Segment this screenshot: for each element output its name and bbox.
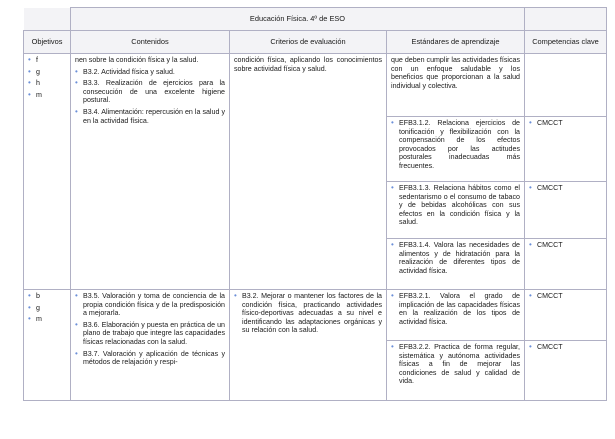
competencia-block	[525, 341, 606, 357]
estandar-item: • EFB3.1.3. Relaciona hábitos como el sedentarismo o el consumo de tabaco y de bebidas alcohólicas con sus efectos en la condición física y la salud.	[391, 184, 520, 227]
competencia-block	[525, 239, 606, 287]
competencia-block	[525, 117, 606, 182]
objetivos-cell	[24, 54, 71, 290]
objetivo-item: • g	[28, 304, 66, 313]
header-contenidos: Contenidos	[71, 31, 230, 54]
estandar-block	[387, 117, 524, 182]
contenidos-cell	[71, 54, 230, 290]
competencia-item: • CMCCT	[529, 241, 602, 250]
header-corner	[24, 8, 71, 31]
competencia-block	[525, 290, 606, 341]
contenido-item: • B3.2. Actividad física y salud.	[75, 68, 225, 77]
estandar-item: que deben cumplir las actividades físicas con un enfoque saludable y los beneficios que proporcionan a la salud individual y colectiva.	[387, 54, 524, 117]
estandar-block	[387, 182, 524, 239]
estandares-cell	[387, 54, 525, 290]
competencia-item: • CMCCT	[529, 184, 602, 193]
contenido-continuation: nen sobre la condición física y la salud.	[75, 56, 199, 64]
contenido-item: • B3.4. Alimentación: repercusión en la salud y en la actividad física.	[75, 108, 225, 125]
estandar-item: • EFB3.1.4. Valora las necesidades de alimentos y de hidratación para la realización de diferentes tipos de actividad física.	[391, 241, 520, 275]
estandar-item: • EFB3.2.2. Practica de forma regular, sistemática y autónoma actividades físicas a fin de mejorar las condiciones de salud y calidad de vida.	[391, 343, 520, 386]
table-title: Educación Física. 4º de ESO	[71, 8, 525, 31]
estandar-block	[387, 239, 524, 287]
contenido-item: • B3.7. Valoración y aplicación de técnicas y métodos de relajación y respi-	[75, 350, 225, 367]
estandar-block	[387, 341, 524, 391]
objetivo-item: • b	[28, 292, 66, 301]
estandar-block	[387, 290, 524, 341]
curriculum-table	[23, 7, 607, 401]
competencia-item: • CMCCT	[529, 343, 602, 352]
criterio-text: • B3.2. Mejorar o mantener los factores de la condición física, practicando actividades físico-deportivas adecuadas a su nivel e identificando las adaptaciones orgánicas y su relación con la salud.	[234, 292, 382, 335]
contenido-item: • B3.6. Elaboración y puesta en práctica de un plano de trabajo que integre las capacidades físicas relacionadas con la salud.	[75, 321, 225, 347]
estandares-cell	[387, 290, 525, 401]
objetivo-item: • m	[28, 315, 66, 324]
table-row	[24, 54, 607, 290]
criterio-cell	[230, 54, 387, 290]
contenido-item: • B3.3. Realización de ejercicios para la consecución de una excelente higiene postural.	[75, 79, 225, 105]
criterio-text: condición física, aplicando los conocimientos sobre actividad física y salud.	[234, 56, 382, 73]
competencia-block	[525, 182, 606, 239]
competencia-empty	[525, 54, 606, 117]
header-objetivos: Objetivos	[24, 31, 71, 54]
table-row	[24, 290, 607, 401]
competencias-cell	[525, 54, 607, 290]
header-competencias: Competencias clave	[525, 31, 607, 54]
header-estandares: Estándares de aprendizaje	[387, 31, 525, 54]
header-criterios: Criterios de evaluación	[230, 31, 387, 54]
objetivo-item: • f	[28, 56, 66, 65]
objetivo-item: • h	[28, 79, 66, 88]
competencia-item: • CMCCT	[529, 119, 602, 128]
header-filler	[525, 8, 607, 31]
estandar-item: • EFB3.2.1. Valora el grado de implicación de las capacidades físicas en la realización de los tipos de actividad física.	[391, 292, 520, 326]
contenidos-cell	[71, 290, 230, 401]
objetivo-item: • g	[28, 68, 66, 77]
competencias-cell	[525, 290, 607, 401]
objetivo-item: • m	[28, 91, 66, 100]
contenido-item: • B3.5. Valoración y toma de conciencia de la propia condición física y de la predisposición a mejorarla.	[75, 292, 225, 318]
competencia-item: • CMCCT	[529, 292, 602, 301]
criterio-cell	[230, 290, 387, 401]
objetivos-cell	[24, 290, 71, 401]
estandar-item: • EFB3.1.2. Relaciona ejercicios de tonificación y flexibilización con la compensación de los efectos provocados por las actitudes posturales inadecuadas más frecuentes.	[391, 119, 520, 171]
